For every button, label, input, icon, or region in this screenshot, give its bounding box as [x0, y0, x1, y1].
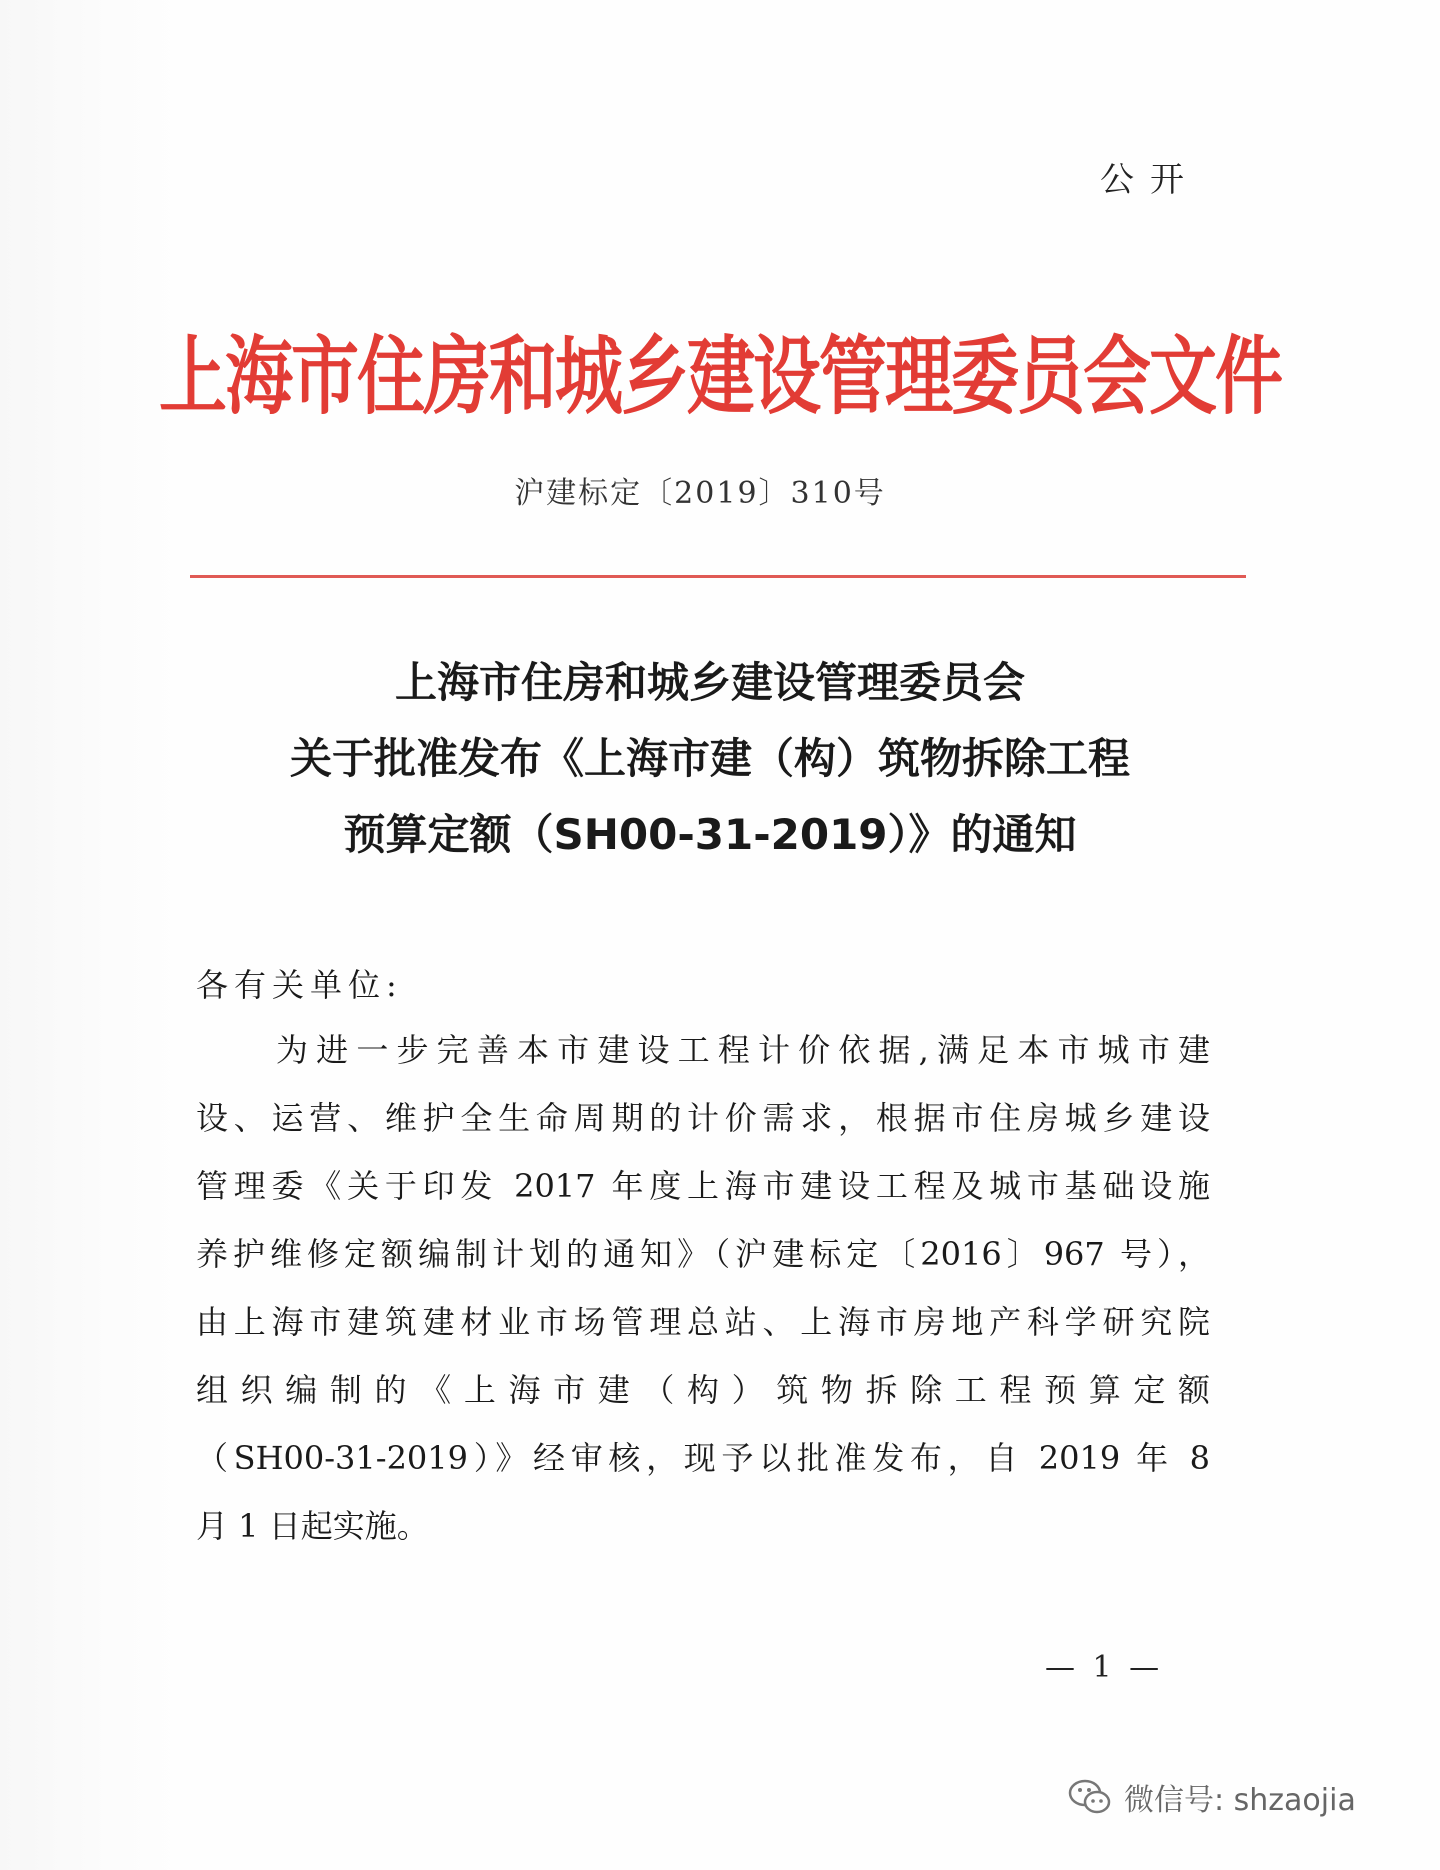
issuer-header: 上海市住房和城乡建设管理委员会文件: [158, 328, 1281, 428]
red-divider: [190, 575, 1246, 578]
wechat-icon: [1068, 1778, 1112, 1816]
body-line: 组织编制的《上海市建（构）筑物拆除工程预算定额: [196, 1371, 1210, 1409]
body-line: 管理委《关于印发 2017 年度上海市建设工程及城市基础设施: [196, 1167, 1210, 1205]
body-line: 设、运营、维护全生命周期的计价需求，根据市住房城乡建设: [196, 1099, 1210, 1137]
title-line-3: 预算定额（SH00-31-2019）》的通知: [343, 810, 1077, 859]
body-line: 为进一步完善本市建设工程计价依据,满足本市城市建: [276, 1031, 1210, 1069]
classification-label: 公开: [1100, 160, 1200, 200]
scan-edge-shadow: [0, 0, 190, 1870]
document-number: 沪建标定〔2019〕310号: [514, 476, 886, 511]
body-line: （SH00-31-2019）》经审核，现予以批准发布，自 2019 年 8: [196, 1439, 1210, 1477]
page-number: — 1 —: [1045, 1650, 1164, 1685]
watermark-text: 微信号: shzaojia: [1124, 1783, 1356, 1818]
salutation: 各有关单位:: [196, 966, 403, 1004]
title-line-1: 上海市住房和城乡建设管理委员会: [394, 658, 1025, 707]
body-line: 由上海市建筑建材业市场管理总站、上海市房地产科学研究院: [196, 1303, 1210, 1341]
body-line: 月 1 日起实施。: [196, 1507, 429, 1545]
wechat-watermark: [1068, 1775, 1356, 1819]
title-line-2: 关于批准发布《上海市建（构）筑物拆除工程: [289, 734, 1130, 783]
body-line: 养护维修定额编制计划的通知》（沪建标定〔2016〕967 号），: [196, 1235, 1210, 1273]
